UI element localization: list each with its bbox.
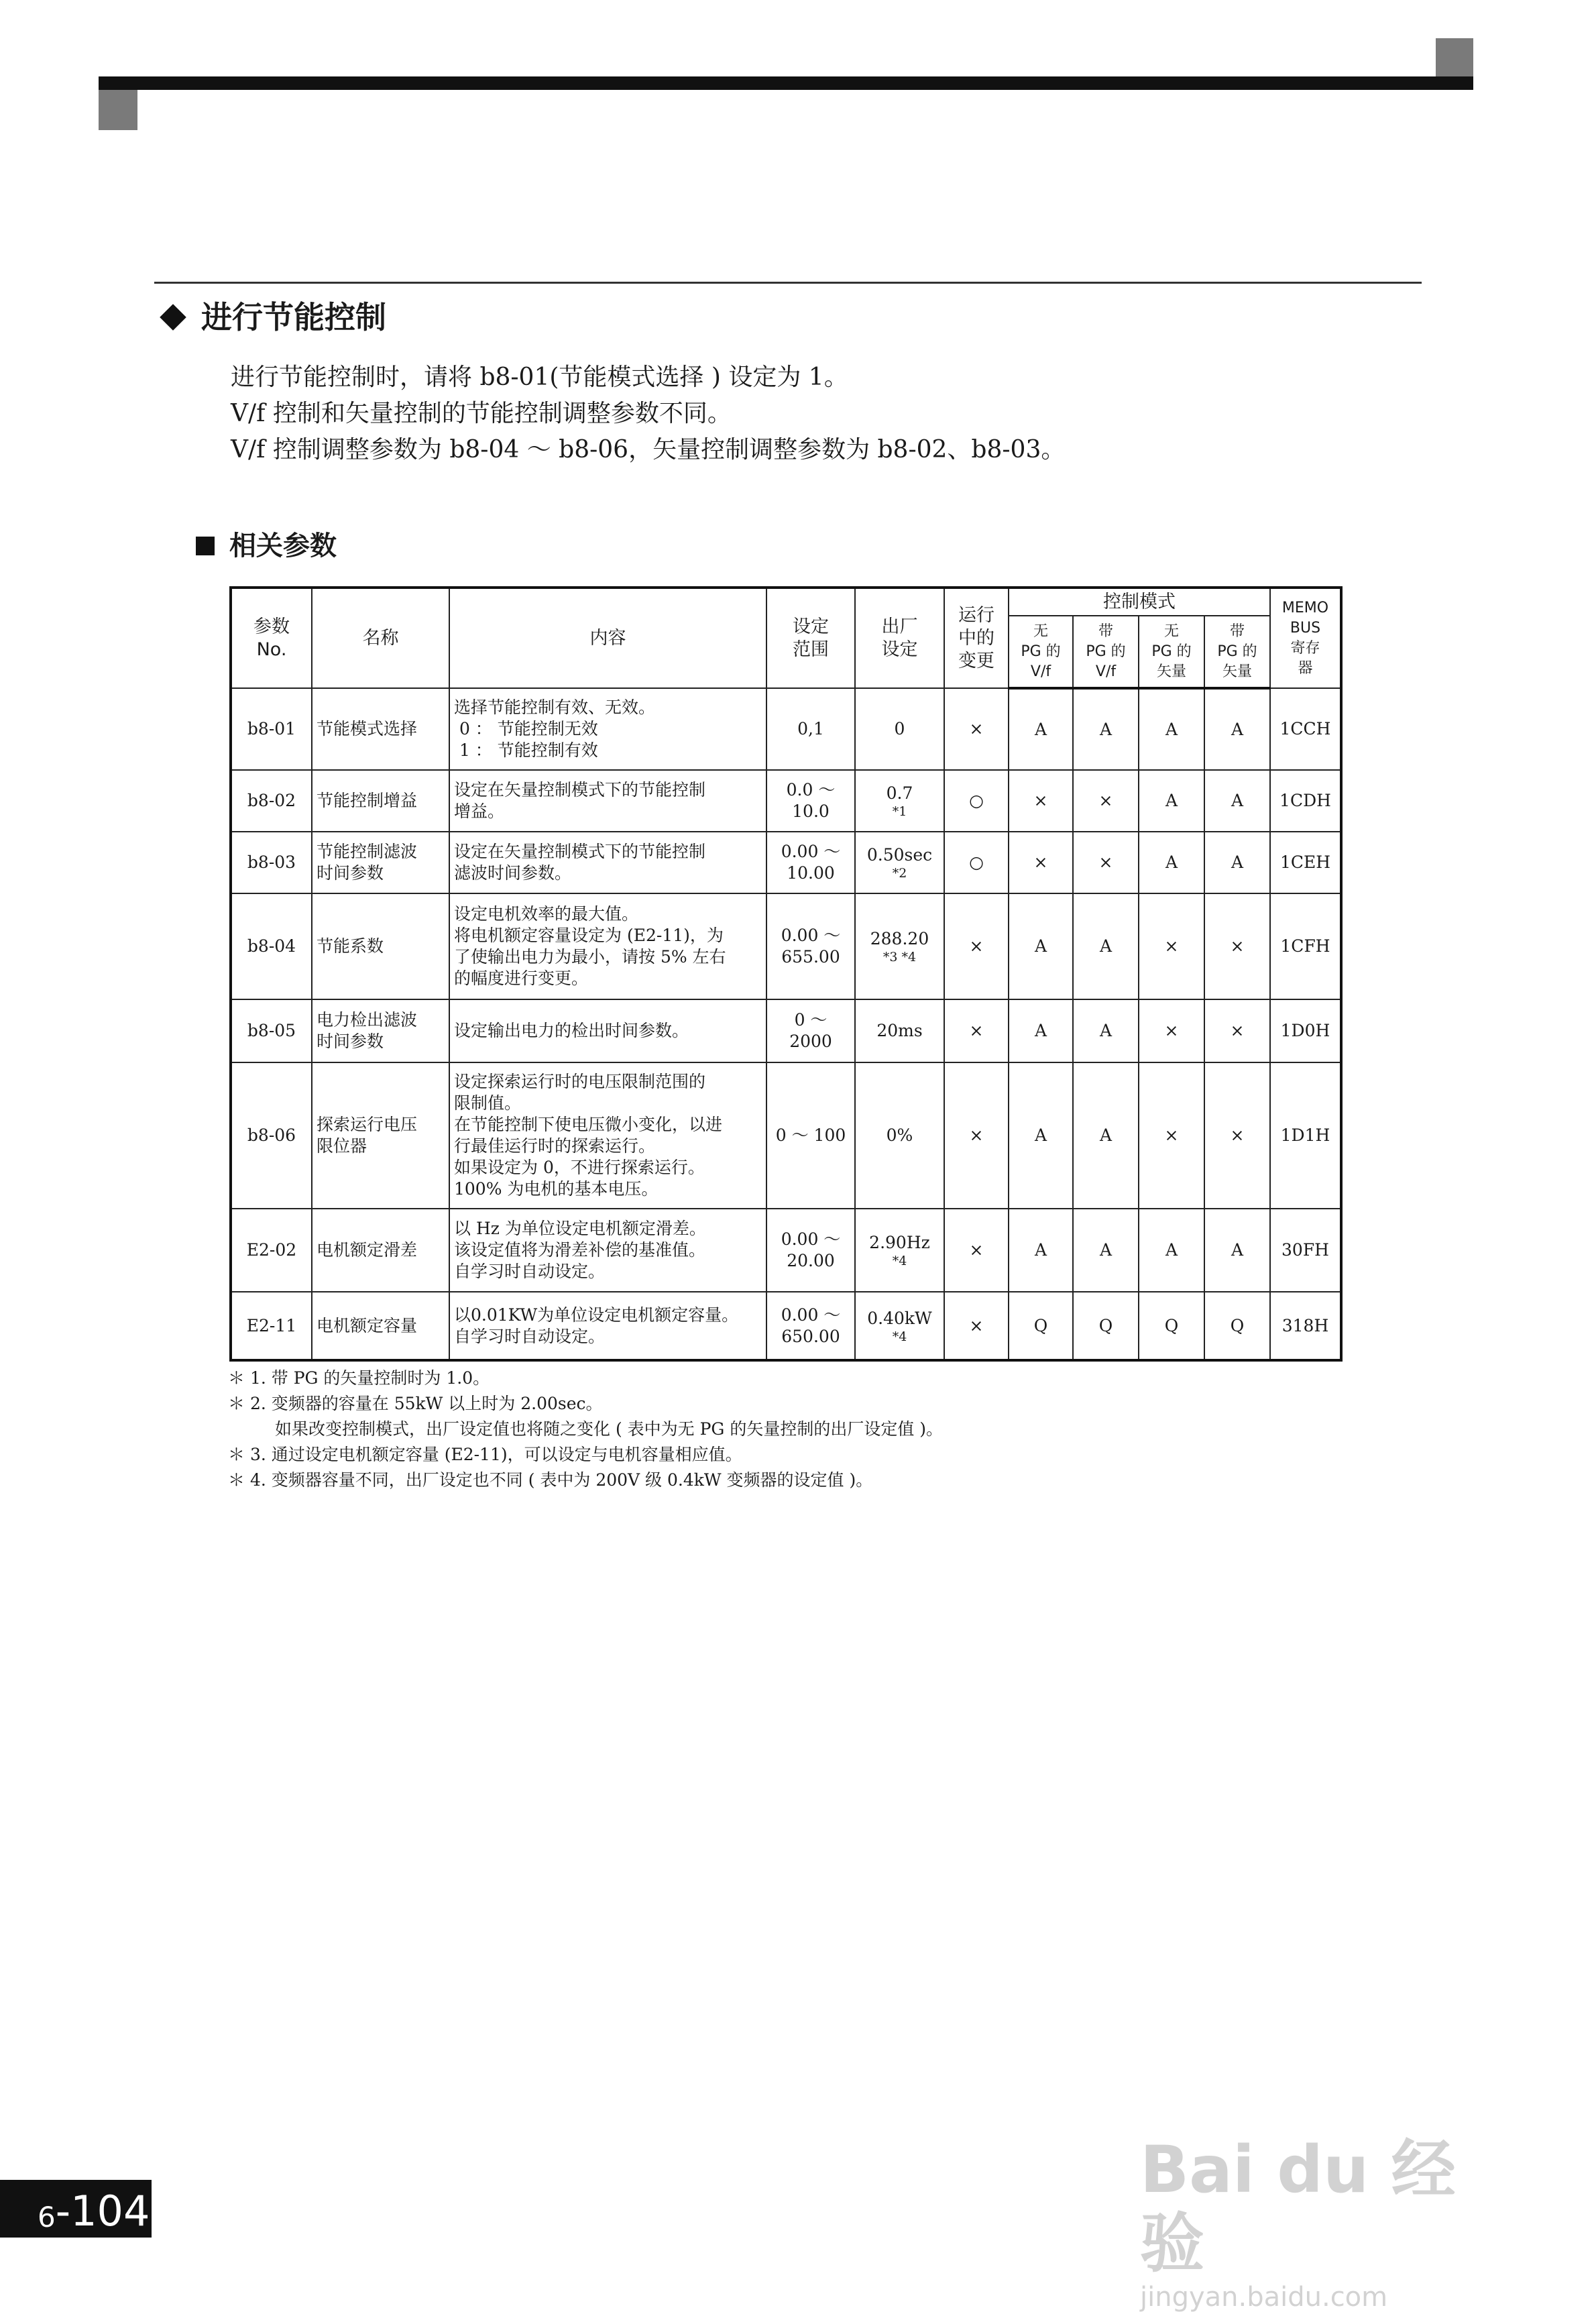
table-row [231, 893, 1341, 999]
mode-cell: Q [1073, 1292, 1139, 1360]
table-row [231, 1062, 1341, 1209]
param-default: 2.90Hz *4 [855, 1209, 944, 1292]
mode-cell: A [1073, 893, 1139, 999]
param-no: b8-02 [231, 770, 312, 832]
section-heading [156, 294, 386, 341]
param-change: × [944, 1062, 1009, 1209]
param-default: 0.40kW *4 [855, 1292, 944, 1360]
mode-cell: A [1009, 893, 1073, 999]
memobus-register: 318H [1270, 1292, 1341, 1360]
param-change: × [944, 688, 1009, 770]
table-row [231, 1292, 1341, 1360]
mode-cell: A [1139, 832, 1204, 893]
param-range: 0.00 ～ 10.00 [766, 832, 855, 893]
param-no: E2-02 [231, 1209, 312, 1292]
param-change: × [944, 1292, 1009, 1360]
param-name: 节能模式选择 [312, 688, 449, 770]
param-range: 0.00 ～ 20.00 [766, 1209, 855, 1292]
baidu-watermark [1140, 2132, 1516, 2313]
default-footnote-ref: *4 [892, 1254, 907, 1268]
default-footnote-ref: *4 [892, 1329, 907, 1344]
param-no: b8-04 [231, 893, 312, 999]
param-content: 设定电机效率的最大值。 将电机额定容量设定为 (E2-11)，为 了使输出电力为最小，请按 5% 左右 的幅度进行变更。 [449, 893, 766, 999]
param-name: 节能系数 [312, 893, 449, 999]
mode-cell: A [1204, 688, 1270, 770]
mode-cell: × [1073, 832, 1139, 893]
param-name: 节能控制滤波 时间参数 [312, 832, 449, 893]
mode-cell: A [1139, 770, 1204, 832]
mode-cell: × [1073, 770, 1139, 832]
param-range: 0.00 ～ 650.00 [766, 1292, 855, 1360]
intro-line: V/f 控制和矢量控制的节能控制调整参数不同。 [231, 400, 732, 427]
param-content: 以 Hz 为单位设定电机额定滑差。 该设定值将为滑差补偿的基准值。 自学习时自动设定。 [449, 1209, 766, 1292]
table-row [231, 832, 1341, 893]
table-row [231, 688, 1341, 770]
param-range: 0 ～ 100 [766, 1062, 855, 1209]
mode-cell: A [1204, 1209, 1270, 1292]
table-row [231, 999, 1341, 1062]
param-default: 0.50sec *2 [855, 832, 944, 893]
param-content: 设定在矢量控制模式下的节能控制 滤波时间参数。 [449, 832, 766, 893]
mode-cell: A [1073, 688, 1139, 770]
mode-cell: × [1009, 832, 1073, 893]
header-mode-vector-no-pg: 无 PG 的 矢量 [1139, 616, 1204, 688]
param-name: 电机额定滑差 [312, 1209, 449, 1292]
param-change: × [944, 893, 1009, 999]
param-no: b8-05 [231, 999, 312, 1062]
watermark-logo: Bai du 经验 [1140, 2132, 1456, 2281]
mode-cell: A [1073, 1209, 1139, 1292]
footnote: 如果改变控制模式，出厂设定值也将随之变化 ( 表中为无 PG 的矢量控制的出厂设定值 )。 [275, 1419, 944, 1439]
mode-cell: × [1009, 770, 1073, 832]
header-range: 设定 范围 [766, 588, 855, 688]
footnote: ＊ 4. 变频器容量不同，出厂设定也不同 ( 表中为 200V 级 0.4kW 变频器的设定值 )。 [228, 1470, 873, 1490]
header-memobus-register: MEMO BUS 寄存 器 [1270, 588, 1341, 688]
param-default: 0% [855, 1062, 944, 1209]
memobus-register: 30FH [1270, 1209, 1341, 1292]
mode-cell: Q [1204, 1292, 1270, 1360]
default-footnote-ref: *3 *4 [882, 950, 917, 965]
param-default: 20ms [855, 999, 944, 1062]
mode-cell: × [1204, 1062, 1270, 1209]
mode-cell: A [1204, 770, 1270, 832]
param-name: 电机额定容量 [312, 1292, 449, 1360]
memobus-register: 1D0H [1270, 999, 1341, 1062]
memobus-register: 1CEH [1270, 832, 1341, 893]
mode-cell: Q [1139, 1292, 1204, 1360]
param-name: 探索运行电压 限位器 [312, 1062, 449, 1209]
intro-line: 进行节能控制时，请将 b8-01(节能模式选择 ) 设定为 1。 [231, 364, 848, 391]
footnote: ＊ 2. 变频器的容量在 55kW 以上时为 2.00sec。 [228, 1394, 603, 1413]
diamond-bullet-icon [160, 304, 186, 331]
param-no: b8-01 [231, 688, 312, 770]
intro-line: V/f 控制调整参数为 b8-04 ～ b8-06，矢量控制调整参数为 b8-02、b8-03。 [231, 436, 1066, 463]
mode-cell: A [1009, 1209, 1073, 1292]
param-range: 0.0 ～ 10.0 [766, 770, 855, 832]
param-no: b8-03 [231, 832, 312, 893]
table-header [231, 588, 1341, 688]
mode-cell: × [1204, 999, 1270, 1062]
mode-cell: A [1009, 688, 1073, 770]
param-change: × [944, 1209, 1009, 1292]
header-control-mode: 控制模式 [1009, 588, 1270, 616]
related-params-title: 相关参数 [229, 531, 337, 561]
header-change-during-run: 运行 中的 变更 [944, 588, 1009, 688]
mode-cell: A [1139, 1209, 1204, 1292]
footnote: ＊ 3. 通过设定电机额定容量 (E2-11)，可以设定与电机容量相应值。 [228, 1445, 742, 1464]
mode-cell: Q [1009, 1292, 1073, 1360]
param-range: 0.00 ～ 655.00 [766, 893, 855, 999]
mode-cell: × [1139, 893, 1204, 999]
intro-text [231, 360, 1411, 468]
param-no: b8-06 [231, 1062, 312, 1209]
related-params-heading [196, 526, 337, 566]
param-range: 0 ～ 2000 [766, 999, 855, 1062]
param-content: 设定输出电力的检出时间参数。 [449, 999, 766, 1062]
param-default: 0.7 *1 [855, 770, 944, 832]
header-content: 内容 [449, 588, 766, 688]
memobus-register: 1CCH [1270, 688, 1341, 770]
params-table [229, 586, 1343, 1362]
mode-cell: × [1139, 1062, 1204, 1209]
square-bullet-icon [196, 537, 215, 555]
param-content: 设定在矢量控制模式下的节能控制 增益。 [449, 770, 766, 832]
default-footnote-ref: *1 [892, 804, 907, 819]
header-mode-vf-no-pg: 无 PG 的 V/f [1009, 616, 1073, 688]
param-name: 电力检出滤波 时间参数 [312, 999, 449, 1062]
footnotes [228, 1366, 1435, 1493]
param-default: 288.20 *3 *4 [855, 893, 944, 999]
mode-cell: × [1204, 893, 1270, 999]
table-body [231, 688, 1341, 1360]
footnote: ＊ 1. 带 PG 的矢量控制时为 1.0。 [228, 1368, 490, 1388]
mode-cell: A [1073, 1062, 1139, 1209]
param-name: 节能控制增益 [312, 770, 449, 832]
page-chapter: 6 [38, 2201, 56, 2234]
param-change: × [944, 999, 1009, 1062]
table-row [231, 1209, 1341, 1292]
section-rule [154, 282, 1422, 284]
mode-cell: A [1009, 999, 1073, 1062]
param-default: 0 [855, 688, 944, 770]
param-no: E2-11 [231, 1292, 312, 1360]
default-footnote-ref: *2 [892, 866, 907, 881]
memobus-register: 1CFH [1270, 893, 1341, 999]
page-number [0, 2180, 152, 2238]
header-bar [99, 76, 1473, 90]
header-mode-vector-with-pg: 带 PG 的 矢量 [1204, 616, 1270, 688]
param-content: 设定探索运行时的电压限制范围的 限制值。 在节能控制下使电压微小变化，以进 行最佳运行时的探索运行。 如果设定为 0，不进行探索运行。 100% 为电机的基本电压。 [449, 1062, 766, 1209]
watermark-url: jingyan.baidu.com [1140, 2282, 1388, 2313]
mode-cell: A [1204, 832, 1270, 893]
param-change: ○ [944, 832, 1009, 893]
memobus-register: 1D1H [1270, 1062, 1341, 1209]
param-content: 选择节能控制有效、无效。 0 ： 节能控制无效 1 ： 节能控制有效 [449, 688, 766, 770]
header-default: 出厂 设定 [855, 588, 944, 688]
page-no: -104 [55, 2187, 150, 2236]
header-corner-block-right [1436, 38, 1473, 78]
memobus-register: 1CDH [1270, 770, 1341, 832]
param-change: ○ [944, 770, 1009, 832]
mode-cell: A [1009, 1062, 1073, 1209]
mode-cell: × [1139, 999, 1204, 1062]
param-content: 以0.01KW为单位设定电机额定容量。 自学习时自动设定。 [449, 1292, 766, 1360]
mode-cell: A [1073, 999, 1139, 1062]
header-param-no: 参数 No. [231, 588, 312, 688]
header-mode-vf-with-pg: 带 PG 的 V/f [1073, 616, 1139, 688]
table-row [231, 770, 1341, 832]
header-name: 名称 [312, 588, 449, 688]
param-range: 0,1 [766, 688, 855, 770]
section-title: 进行节能控制 [201, 299, 386, 335]
header-corner-block-left [99, 90, 137, 130]
mode-cell: A [1139, 688, 1204, 770]
